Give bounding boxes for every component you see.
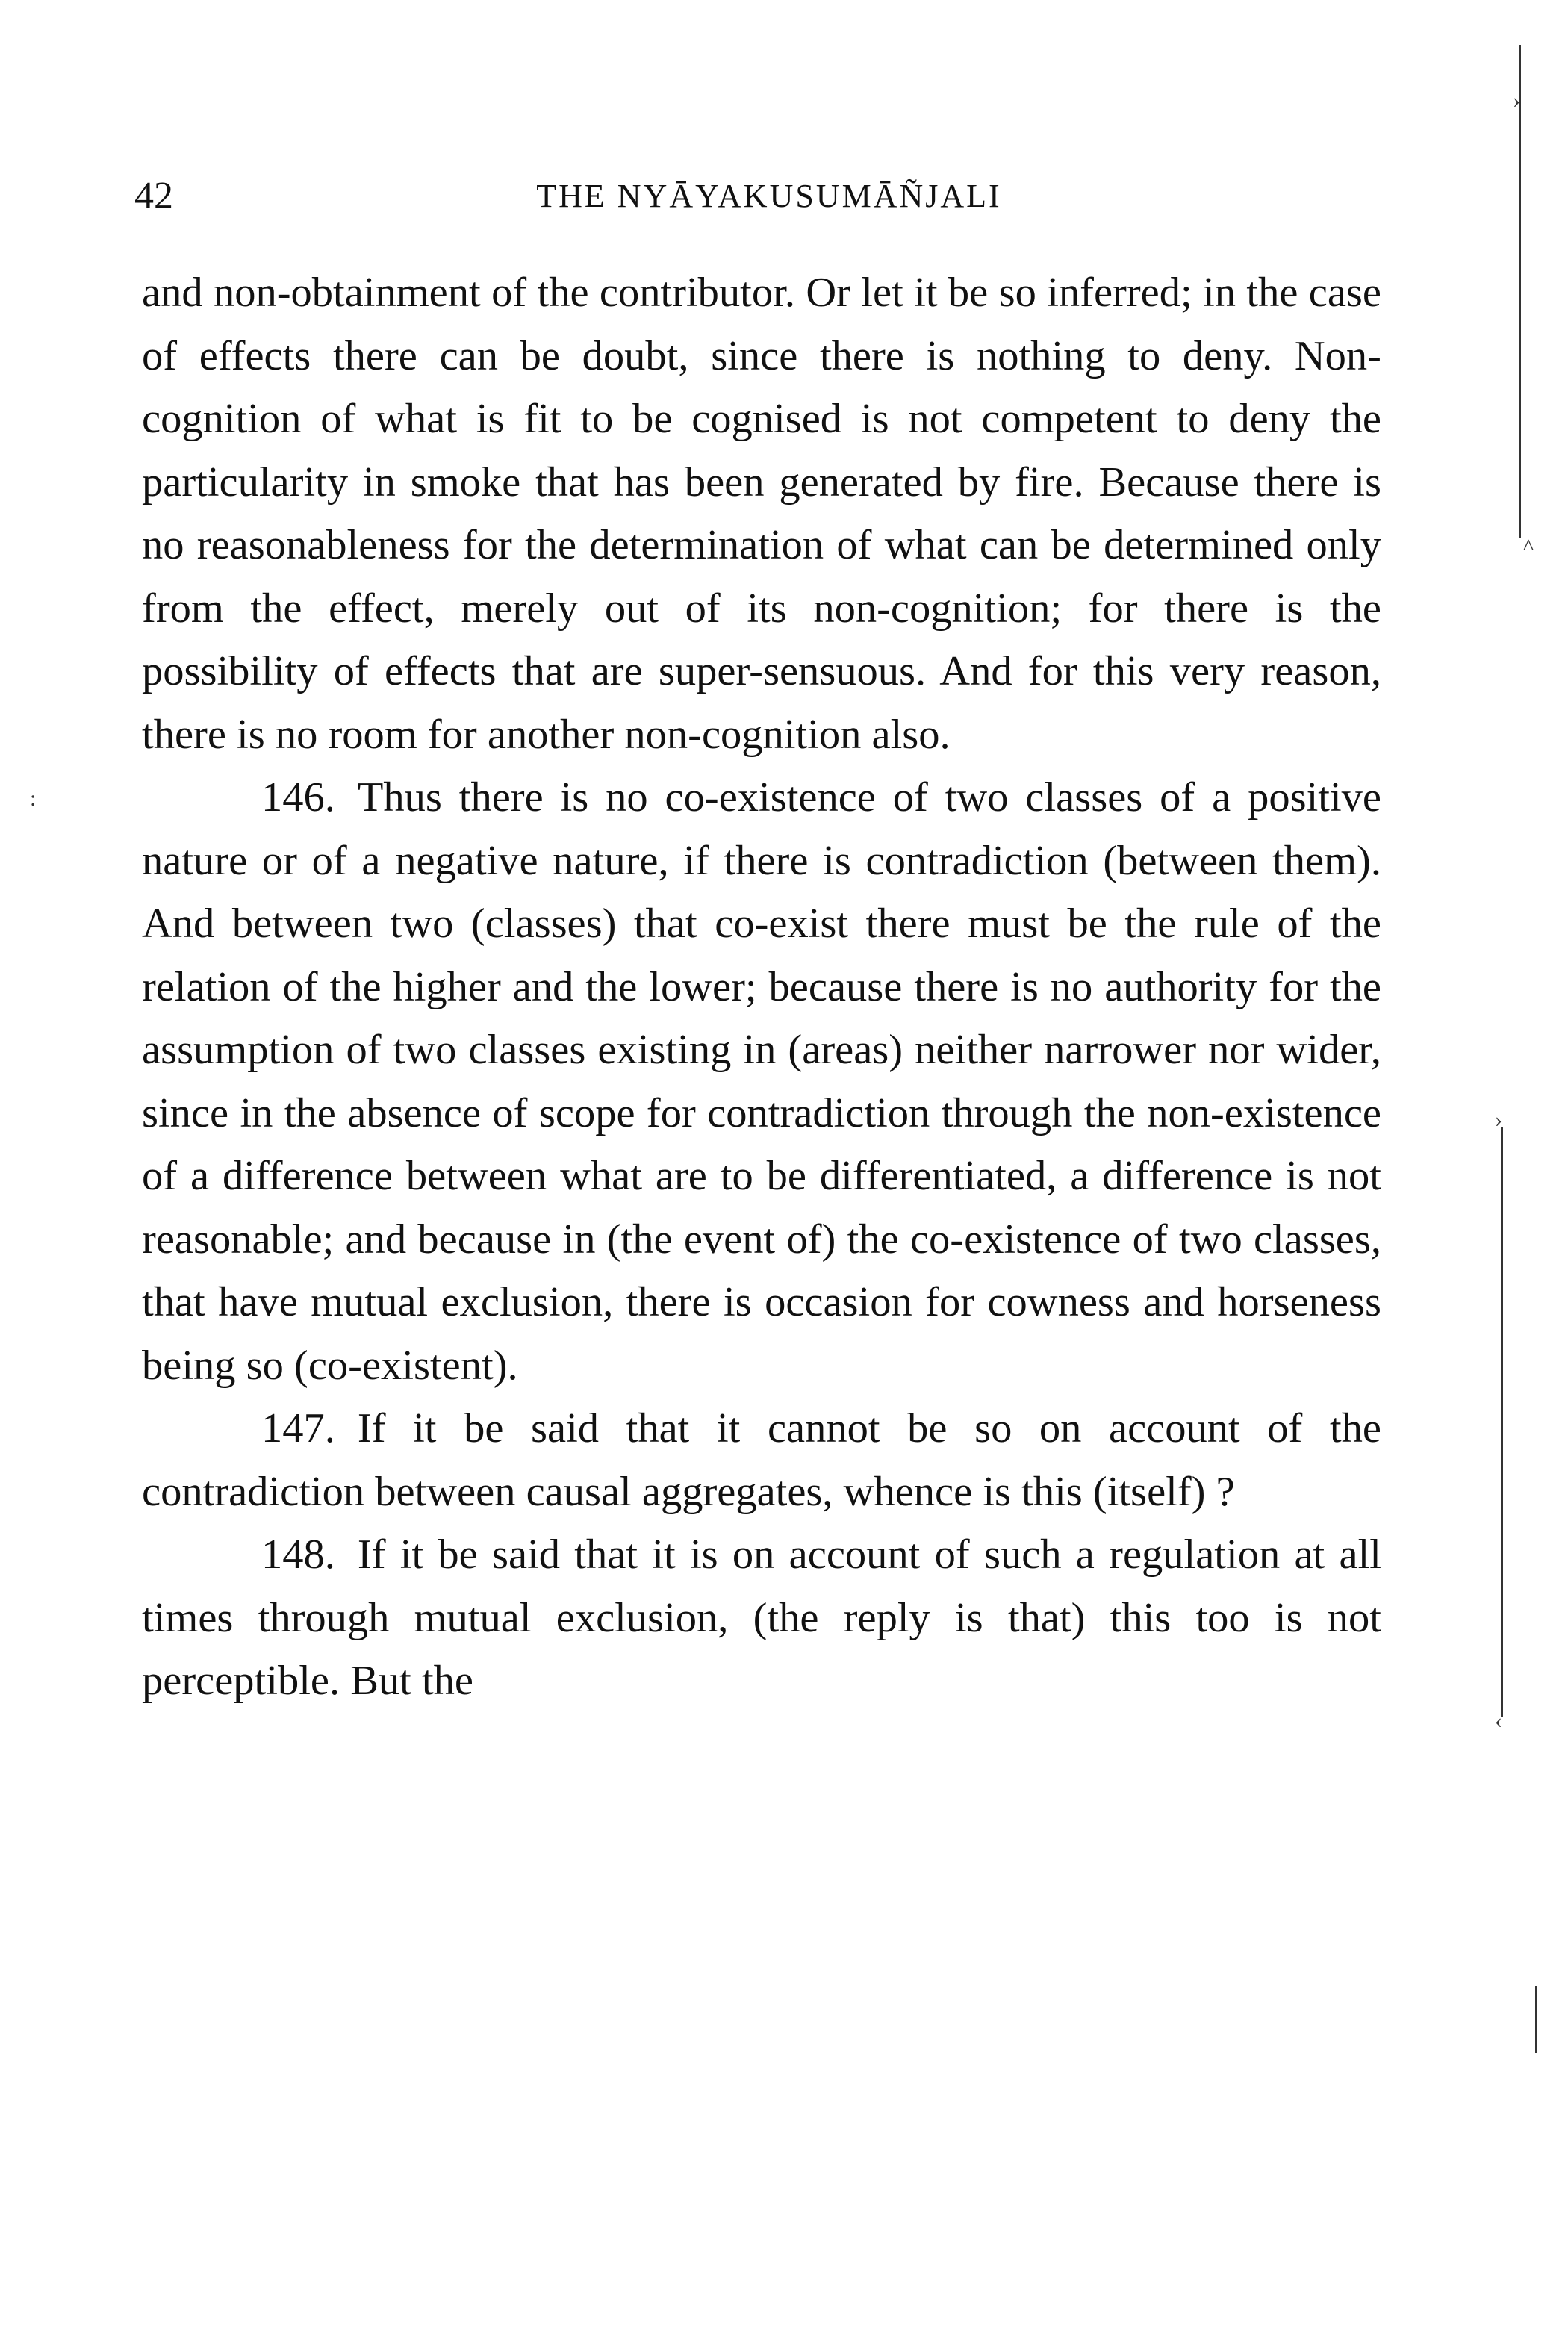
paragraph-number: 148. — [261, 1531, 335, 1578]
paragraph-text: If it be said that it cannot be so on account of the contradiction between causal aggregates, whence is this (itself) ? — [142, 1405, 1381, 1515]
paragraph-continued — [142, 261, 1381, 766]
running-head — [134, 170, 1389, 223]
edge-mark: ^ — [1523, 535, 1534, 559]
body-text — [142, 261, 1381, 1713]
paragraph-text: Thus there is no co-existence of two classes of a positive nature or of a negative nature, if there is contradiction (between them). And between two (classes) that co-exist there must be the rule of the relation of the higher and the lower; because there is no authority for the assumption of two classes existing in (areas) neither narrower nor wider, since in the absence of scope for contradiction through the non-existence of a difference between what are to be differentiated, a difference is not reasonable; and because in (the event of) the co-existence of two classes, that have mutual exclusion, there is occasion for cowness and horseness being so (co-existent). — [142, 774, 1381, 1389]
page-edge-line-upper — [1519, 45, 1521, 538]
edge-mark: : — [30, 786, 37, 811]
edge-mark: › — [1513, 88, 1520, 113]
edge-mark: ‹ — [1495, 1708, 1502, 1733]
paragraph-text: and non-obtainment of the contributor. Or let it be so inferred; in the case of effects there can be doubt, since there is nothing to deny. Non-cognition of what is fit to be cognised is not competent to deny the particularity in smoke that has been generated by fire. Because there is no reasonableness for the determination of what can be determined only from the effect, merely out of its non-cognition; for there is the possibility of effects that are super-sensuous. And for this very reason, there is no room for another non-cognition also. — [142, 270, 1381, 758]
page-number: 42 — [134, 175, 173, 217]
book-title: THE NYĀYAKUSUMĀÑJALI — [536, 178, 1002, 214]
page-edge-line-bottom — [1535, 1986, 1537, 2053]
paragraph-number: 146. — [261, 774, 335, 821]
paragraph-147 — [142, 1397, 1381, 1523]
paragraph-text: If it be said that it is on account of such a regulation at all times through mutual exclusion, (the reply is that) this too is not perceptible. But the — [142, 1531, 1381, 1704]
paragraph-number: 147. — [261, 1405, 335, 1452]
paragraph-146 — [142, 766, 1381, 1397]
edge-mark: › — [1495, 1107, 1502, 1132]
paragraph-148 — [142, 1523, 1381, 1713]
page-edge-line-lower — [1501, 1127, 1503, 1717]
